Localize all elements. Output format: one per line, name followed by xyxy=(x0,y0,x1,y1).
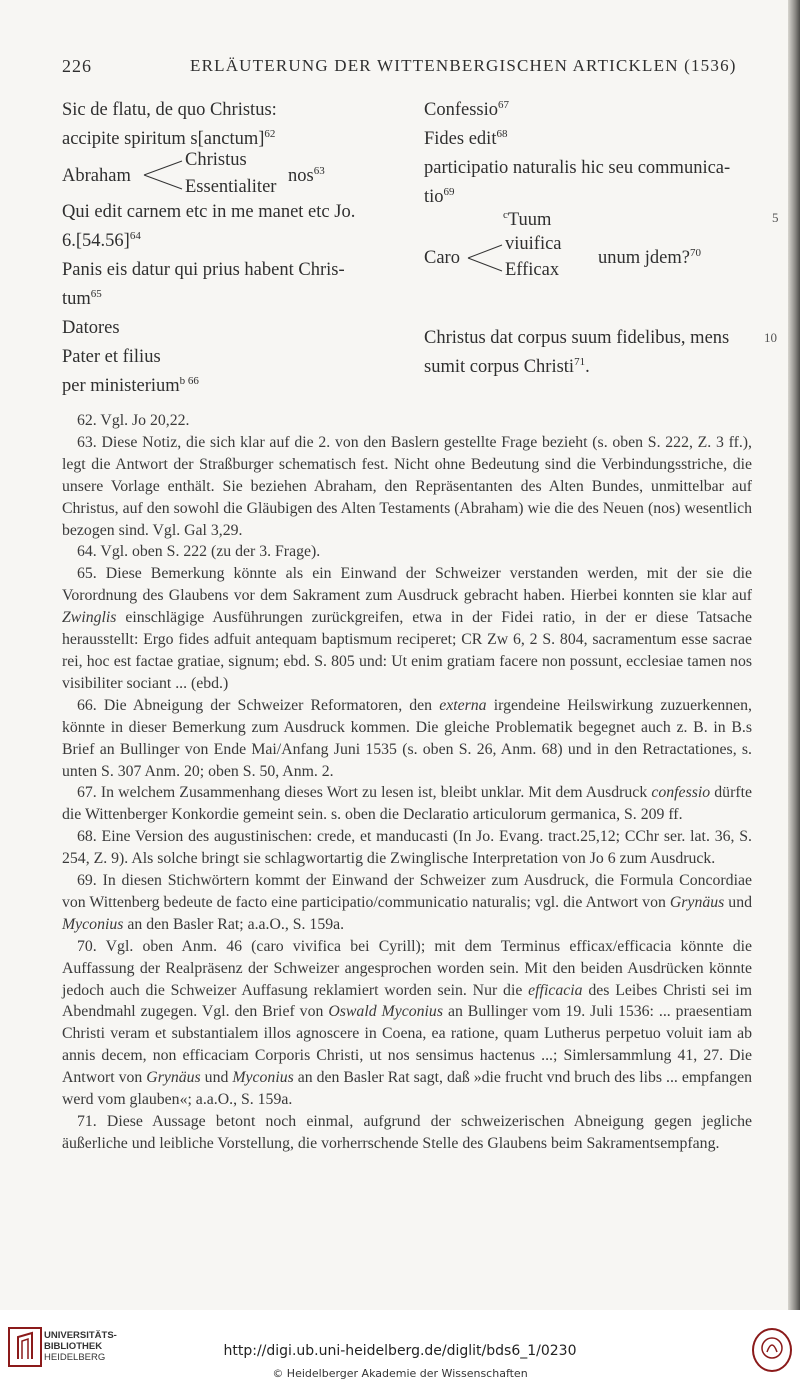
footnote-62: 62. Vgl. Jo 20,22. xyxy=(77,412,190,429)
left-line-5: $6.[54.56]^{64}$ xyxy=(62,230,141,251)
nos-label: nos$^{63}$ xyxy=(288,165,325,186)
running-title: ERLÄUTERUNG DER WITTENBERGISCHEN ARTICKLEN (1536) xyxy=(190,56,737,75)
footnote-70: 70. Vgl. oben Anm. 46 (caro vivifica bei Cyrill); mit dem Terminus efficax/efficacia könnte die Auffassung der Realpräsenz der Schweizer angesprochen worden sein. Mit den beiden Ausdrücken könnte jedoch auch die Schweizer Auffasung reklamiert worden sein. Nur die efficacia des Leibes Christi sei im Abendmahl zugegen. Vgl. den Brief von Oswald Myconius an Bullinger vom 19. Juli 1536: ... praesentiam Christi veram et substantialem illos agnoscere in Coena, ea ratione, quam Lutherus perpetuo voluit iam ab annis decem, non efficaciam Corporis Christi, ut nos sensimus hactenus ...; Simlersammlung 41, 27. Die Antwort von Grynäus und Myconius an den Basler Rat sagt, daß »die frucht vnd bruch des libs ... empfangen werd vom glauben«; a.a.O., S. 159a. xyxy=(62,937,752,1109)
line-number-10: 10 xyxy=(764,330,777,345)
right-line-4: tio$^{69}$ xyxy=(424,186,455,207)
footnote-69: 69. In diesen Stichwörtern kommt der Einwand der Schweizer zum Ausdruck, die Formula Concordiae von Wittenberg bedeute de facto eine participatio/communicatio naturalis; vgl. die Antwort von Grynäus und Myconius an den Basler Rat; a.a.O., S. 159a. xyxy=(62,872,752,933)
left-column xyxy=(62,96,277,154)
branch-lines-caro xyxy=(466,242,504,274)
left-line-4: Qui edit carnem etc in me manet etc Jo. xyxy=(62,202,356,222)
essentialiter-label: Essentialiter xyxy=(185,177,277,197)
christus-label: Christus xyxy=(185,150,247,170)
footnote-65: 65. Diese Bemerkung könnte als ein Einwand der Schweizer verstanden werden, mit der sie die Vorordnung des Glaubens vor dem Sakrament zum Ausdruck gebracht haben. Hierbei konnten sie klar auf Zwinglis einschlägige Ausführungen zurückgreifen, etwa in der Fidei ratio, in der er diese Tatsache herausstellt: Ergo fides adfuit antequam baptismum reciperet; CR Zw 6, 2 S. 804, sacramentum esse sacrae rei, hoc est factae gratiae, signum; ebd. S. 805 und: Ut enim gratiam facere non possunt, ecclesiae tamen nos visibiliter sociant ... (ebd.) xyxy=(62,565,752,692)
footnote-64: 64. Vgl. oben S. 222 (zu der 3. Frage). xyxy=(77,543,321,561)
footnote-66: 66. Die Abneigung der Schweizer Reformatoren, den externa irgendeine Heilswirkung zuzuerkennen, könnte in dieser Bemerkung zum Ausdruck kommen. Die gleiche Problematik begegnet auch z. B. in B.s Brief an Bullinger von Ende Mai/Anfang Juni 1535 (s. oben S. 26, Anm. 68) und in den Retractationes, s. unten S. 307 Anm. 20; oben S. 50, Anm. 2. xyxy=(62,696,752,780)
footnote-67: 67. In welchem Zusammenhang dieses Wort zu lesen ist, bleibt unklar. Mit dem Ausdruck confessio dürfte die Wittenberger Konkordie gemeint sein. s. oben die Declaratio articulorum germanica, S. 209 ff. xyxy=(62,784,753,824)
copyright-notice: © Heidelberger Akademie der Wissenschaften xyxy=(272,1367,528,1380)
viuifica-label: viuifica xyxy=(505,234,562,254)
line-number-5: 5 xyxy=(772,210,779,225)
right-line-3: participatio naturalis hic seu communica- xyxy=(424,158,731,178)
tuum-label: $^c$Tuum xyxy=(503,209,552,230)
footnote-63: 63. Diese Notiz, die sich klar auf die 2. von den Baslern gestellte Frage bezieht (s. oben S. 222, Z. 3 ff.), legt die Antwort der Straßburger schematisch fest. Nicht ohne Bedeutung sind die Verbindungsstriche, die unsere Vorlage enthält. Sie beziehen Abraham, den Repräsentanten des Alten Bundes, unmittelbar auf Christus, auf den sowohl die Gläubigen des Alten Testaments (Abraham) wie die des Neuen (nos) wesentlich bezogen sind. Vgl. Gal 3,29. xyxy=(62,433,752,539)
academy-seal-icon[interactable] xyxy=(752,1328,792,1372)
left-line-1: Sic de flatu, de quo Christus: xyxy=(62,100,277,120)
right-line-2: Fides edit$^{68}$ xyxy=(424,128,508,149)
right-line-1: Confessio$^{67}$ xyxy=(424,99,509,120)
caro-label: Caro xyxy=(424,248,460,268)
right-line-8: Christus dat corpus suum fidelibus, mens xyxy=(424,328,730,348)
page-number: 226 xyxy=(62,56,92,76)
left-line-7: tum$^{65}$ xyxy=(62,288,102,309)
footnote-71: 71. Diese Aussage betont noch einmal, aufgrund der schweizerischen Abneigung gegen jegliche äußerliche und leibliche Vorstellung, die vorherrschende Stelle des Glaubens beim Sakramentsempfang. xyxy=(62,1113,752,1152)
left-line-10: per ministerium$^{b 66}$ xyxy=(62,375,199,396)
branch-lines-abraham xyxy=(142,158,184,192)
page-edge xyxy=(788,0,800,1310)
abraham-label: Abraham xyxy=(62,166,131,186)
right-line-9: sumit corpus Christi$^{71}$. xyxy=(424,356,590,377)
right-column-lower xyxy=(424,324,729,382)
left-line-2: accipite spiritum s[anctum]$^{62}$ xyxy=(62,128,276,149)
footnotes xyxy=(62,410,752,1155)
left-line-6: Panis eis datur qui prius habent Chris- xyxy=(62,260,345,280)
library-name: UNIVERSITÄTS- BIBLIOTHEK HEIDELBERG xyxy=(44,1330,117,1363)
footnote-68: 68. Eine Version des augustinischen: crede, et manducasti (In Jo. Evang. tract.25,12; CChr ser. lat. 36, S. 254, Z. 9). Als solche bringt sie schlagwortartig die Zwinglische Interpretation von Jo 6 zum Ausdruck. xyxy=(62,828,752,868)
efficax-label: Efficax xyxy=(505,260,560,280)
left-line-8: Datores xyxy=(62,318,120,338)
left-line-9: Pater et filius xyxy=(62,347,161,367)
unum-idem-label: unum jdem?$^{70}$ xyxy=(598,247,701,268)
left-column-lower xyxy=(62,198,355,401)
permalink-url[interactable]: http://digi.ub.uni-heidelberg.de/diglit/bds6_1/0230 xyxy=(223,1343,577,1359)
right-column xyxy=(424,96,730,212)
